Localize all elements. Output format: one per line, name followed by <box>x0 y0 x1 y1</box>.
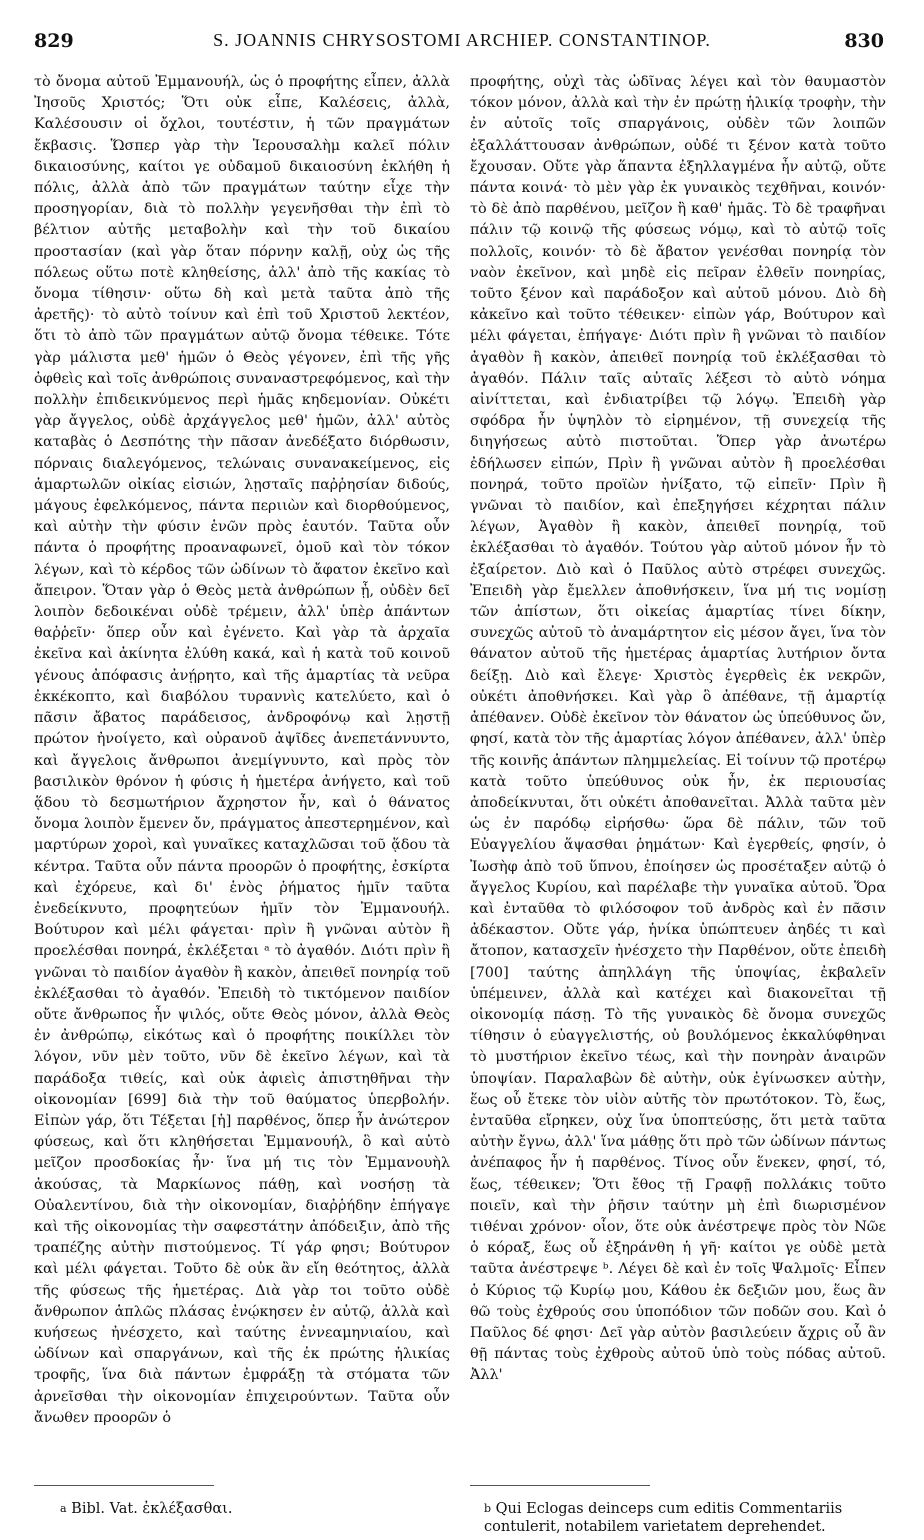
footnote-right <box>484 1500 884 1536</box>
left-column <box>34 72 450 1429</box>
footnote-text-a: Bibl. Vat. ἐκλέξασθαι. <box>71 1501 233 1517</box>
page-number-left: 829 <box>34 30 74 52</box>
page-header <box>0 30 924 60</box>
footnote-mark-a: a <box>60 1502 67 1515</box>
page-number-right: 830 <box>844 30 884 52</box>
footnote-left <box>60 1500 440 1518</box>
footnote-rule-right <box>470 1485 650 1486</box>
footnote-rule-left <box>34 1485 214 1486</box>
footnote-text-b: Qui Eclogas deinceps cum editis Commentariis contulerit, notabilem varietatem deprehendet. <box>484 1501 843 1535</box>
running-title: S. JOANNIS CHRYSOSTOMI ARCHIEP. CONSTANTINOP. <box>213 30 711 50</box>
left-column-text: τὸ ὄνομα αὐτοῦ Ἐμμανουήλ, ὡς ὁ προφήτης εἶπεν, ἀλλὰ Ἰησοῦς Χριστός; Ὅτι οὐκ εἶπε, Καλέσεις, ἀλλὰ, Καλέσουσιν οἱ ὄχλοι, τουτέστιν, ἡ τῶν πραγμάτων ἔκβασις. Ὥσπερ γὰρ τὴν Ἱερουσαλὴμ καλεῖ πόλιν δικαιοσύνης, καίτοι γε οὐδαμοῦ δικαιοσύνη ἐκλήθη ἡ πόλις, ἀλλὰ ἀπὸ τῶν πραγμάτων ταύτην εἶχε τὴν προσηγορίαν, διὰ τὸ πολλὴν γεγενῆσθαι τὴν ἐπὶ τὸ βέλτιον αὐτῆς μεταβολὴν καὶ τὴν τοῦ δικαίου προστασίαν (καὶ γὰρ ὅταν πόρνην καλῇ, οὐχ ὡς τῆς πόλεως οὕτω ποτὲ κληθείσης, ἀλλ' ἀπὸ τῆς κακίας τὸ ὄνομα τίθησιν· οὕτω δὴ καὶ μετὰ ταῦτα ἀπὸ τῆς ἀρετῆς)· τὸ αὐτὸ τοίνυν καὶ ἐπὶ τοῦ Χριστοῦ λεκτέον, ὅτι τὸ ἀπὸ τῶν πραγμάτων αὐτῷ ὄνομα τέθεικε. Τότε γὰρ μάλιστα μεθ' ἡμῶν ὁ Θεὸς γέγονεν, ἐπὶ τῆς γῆς ὀφθεὶς καὶ τοῖς ἀνθρώποις συναναστρεφόμενος, καὶ τὴν πολλὴν ἐπιδεικνύμενος περὶ ἡμᾶς κηδεμονίαν. Οὐκέτι γὰρ ἄγγελος, οὐδὲ ἀρχάγγελος μεθ' ἡμῶν, ἀλλ' αὐτὸς καταβὰς ὁ Δεσπότης τὴν πᾶσαν ἀνεδέξατο διόρθωσιν, πόρναις διαλεγόμενος, τελώναις συνανακείμενος, εἰς ἁμαρτωλῶν οἰκίας εἰσιών, λῃσταῖς παῤῥησίαν διδούς, μάγους ἐφελκόμενος, πάντα περιιὼν καὶ διορθούμενος, καὶ αὐτὴν τὴν φύσιν ἑνῶν πρὸς ἑαυτόν. Ταῦτα οὖν πάντα ὁ προφήτης προαναφωνεῖ, ὁμοῦ καὶ τὸν τόκον λέγων, καὶ τὸ κέρδος τῶν ὠδίνων τὸ ἄφατον ἐκεῖνο καὶ ἄπειρον. Ὅταν γὰρ ὁ Θεὸς μετὰ ἀνθρώπων ᾖ, οὐδὲν δεῖ λοιπὸν δεδοικέναι οὐδὲ τρέμειν, ἀλλ' ὑπὲρ ἁπάντων θαῤῥεῖν· ὅπερ οὖν καὶ ἐγένετο. Καὶ γὰρ τὰ ἀρχαῖα ἐκεῖνα καὶ ἀκίνητα ἐλύθη κακά, καὶ ἡ κατὰ τοῦ κοινοῦ γένους ἀπόφασις ἀνῄρητο, καὶ τῆς ἁμαρτίας τὰ νεῦρα ἐκκέκοπτο, καὶ διαβόλου τυραννὶς κατελύετο, καὶ ὁ πᾶσιν ἄβατος παράδεισος, ἀνδροφόνῳ καὶ λῃστῇ πρώτον ἠνοίγετο, καὶ οὐρανοῦ ἀψῖδες ἀνεπετάννυντο, καὶ ἄγγελοις ἄνθρωποι ἀνεμίγνυντο, καὶ πρὸς τὸν βασιλικὸν θρόνον ἡ φύσις ἡ ἡμετέρα ἀνήγετο, καὶ τοῦ ᾅδου τὸ δεσμωτήριον ἄχρηστον ἦν, καὶ ὁ θάνατος ὄνομα λοιπὸν ἔμενεν ὄν, πράγματος ἀπεστερημένον, καὶ μαρτύρων χοροὶ, καὶ γυναῖκες καταχλῶσαι τοῦ ᾅδου τὰ κέντρα. Ταῦτα οὖν πάντα προορῶν ὁ προφήτης, ἐσκίρτα καὶ ἐχόρευε, καὶ δι' ἑνὸς ῥήματος ἡμῖν ταῦτα ἐνεδείκνυτο, προφητεύων ἡμῖν τὸν Ἐμμανουήλ. Βούτυρον καὶ μέλι φάγεται· πρὶν ἢ γνῶναι αὐτὸν ἢ προελέσθαι πονηρά, ἐκλέξεται ᵃ τὸ ἀγαθόν. Διότι πρὶν ἢ γνῶναι τὸ παιδίον ἀγαθὸν ἢ κακὸν, ἀπειθεῖ πονηρίᾳ τοῦ ἐκλέξασθαι τὸ ἀγαθόν. Ἐπειδὴ τὸ τικτόμενον παιδίον οὔτε ἄνθρωπος ἦν ψιλός, οὔτε Θεὸς μόνον, ἀλλὰ Θεὸς ἐν ἀνθρώπῳ, εἰκότως καὶ ὁ προφήτης ποικίλλει τὸν λόγον, νῦν μὲν τοῦτο, νῦν δὲ ἐκεῖνο λέγων, καὶ τὰ παράδοξα τιθείς, καὶ οὐκ ἀφιεὶς ἀπιστηθῆναι τὴν οἰκονομίαν [699] διὰ τὴν τοῦ θαύματος ὑπερβολήν. Εἰπὼν γάρ, ὅτι Τέξεται [ἡ] παρθένος, ὅπερ ἦν ἀνώτερον φύσεως, καὶ ὅτι κληθήσεται Ἐμμανουήλ, ὃ καὶ αὐτὸ μεῖζον προσδοκίας ἦν· ἵνα μή τις τὸν Ἐμμανουὴλ ἀκούσας, τὰ Μαρκίωνος πάθῃ, καὶ νοσήσῃ τὰ Οὐαλεντίνου, διὰ τὴν οἰκονομίαν, διαῤῥήδην ἐπήγαγε καὶ τῆς οἰκονομίας τὴν σαφεστάτην ἀπόδειξιν, ἀπὸ τῆς τραπέζης αὐτὴν πιστούμενος. Τί γάρ φησι; Βούτυρον καὶ μέλι φάγεται. Τοῦτο δὲ οὐκ ἂν εἴη θεότητος, ἀλλὰ τῆς φύσεως τῆς ἡμετέρας. Διὰ γὰρ τοι τοῦτο οὐδὲ ἄνθρωπον ἁπλῶς πλάσας ἐνῴκησεν ἐν αὐτῷ, ἀλλὰ καὶ κυήσεως ἠνέσχετο, καὶ ταύτης ἐννεαμηνιαίου, καὶ ὠδίνων καὶ σπαργάνων, καὶ τῆς ἐκ πρώτης ἡλικίας τροφῆς, ἵνα διὰ πάντων ἐμφράξῃ τὰ στόματα τῶν ἀρνεῖσθαι τὴν οἰκονομίαν ἐπιχειρούντων. Ταῦτα οὖν ἄνωθεν προορῶν ὁ <box>34 74 450 1426</box>
right-column-text: προφήτης, οὐχὶ τὰς ὠδῖνας λέγει καὶ τὸν θαυμαστὸν τόκον μόνον, ἀλλὰ καὶ τὴν ἐν πρώτῃ ἡλικίᾳ τροφὴν, τὴν ἐν αὐτοῖς τοῖς σπαργάνοις, οὐδὲν τῶν λοιπῶν ἐξαλλάττουσαν ἀνθρώπων, οὐδέ τι ξένον κατὰ τοῦτο ἔχουσαν. Οὔτε γὰρ ἅπαντα ἐξηλλαγμένα ἦν αὐτῷ, οὔτε πάντα κοινά· τὸ μὲν γὰρ ἐκ γυναικὸς τεχθῆναι, κοινόν· τὸ δὲ ἀπὸ παρθένου, μεῖζον ἢ καθ' ἡμᾶς. Τὸ δὲ τραφῆναι πάλιν τῷ κοινῷ τῆς φύσεως νόμῳ, καὶ τὸ αὐτῷ τοῖς πολλοῖς, κοινόν· τὸ δὲ ἄβατον γενέσθαι πονηρίᾳ τὸν ναὸν ἐκεῖνον, καὶ μηδὲ εἰς πεῖραν ἐλθεῖν πονηρίας, τοῦτο ξένον καὶ παράδοξον καὶ αὐτοῦ μόνου. Διὸ δὴ κἀκεῖνο καὶ τοῦτο τέθεικεν· εἰπὼν γάρ, Βούτυρον καὶ μέλι φάγεται, ἐπήγαγε· Διότι πρὶν ἢ γνῶναι τὸ παιδίον ἀγαθὸν ἢ κακὸν, ἀπειθεῖ πονηρίᾳ τοῦ ἐκλέξασθαι τὸ ἀγαθόν. Πάλιν ταῖς αὐταῖς λέξεσι τὸ αὐτὸ νόημα αἰνίττεται, καὶ ἐνδιατρίβει τῷ λόγῳ. Ἐπειδὴ γὰρ σφόδρα ἦν ὑψηλὸν τὸ εἰρημένον, τῇ συνεχείᾳ τῆς διηγήσεως αὐτὸ πιστοῦται. Ὅπερ γὰρ ἀνωτέρω ἐδήλωσεν εἰπών, Πρὶν ἢ γνῶναι αὐτὸν ἢ προελέσθαι πονηρά, τοῦτο προϊὼν ἠνίξατο, τῷ εἰπεῖν· Πρὶν ἢ γνῶναι τὸ παιδίον, καὶ ἐπεξηγήσει κέχρηται πάλιν λέγων, Ἀγαθὸν ἢ κακὸν, ἀπειθεῖ πονηρίᾳ, τοῦ ἐκλέξασθαι τὸ ἀγαθόν. Τούτου γὰρ αὐτοῦ μόνον ἦν τὸ ἐξαίρετον. Διὸ καὶ ὁ Παῦλος αὐτὸ στρέφει συνεχῶς. Ἐπειδὴ γὰρ ἔμελλεν ἀποθνήσκειν, ἵνα μή τις νομίσῃ τῶν ἀπίστων, ὅτι οἰκείας ἁμαρτίας τίνει δίκην, συνεχῶς αὐτοῦ τὸ ἀναμάρτητον εἰς μέσον ἄγει, ἵνα τὸν θάνατον αὐτοῦ τῆς ἡμετέρας ἁμαρτίας λυτήριον ὄντα δείξῃ. Διὸ καὶ ἔλεγε· Χριστὸς ἐγερθεὶς ἐκ νεκρῶν, οὐκέτι ἀποθνήσκει. Καὶ γὰρ ὃ ἀπέθανε, τῇ ἁμαρτίᾳ ἀπέθανεν. Οὐδὲ ἐκεῖνον τὸν θάνατον ὡς ὑπεύθυνος ὤν, φησί, κατὰ τὸν τῆς ἁμαρτίας λόγον ἀπέθανεν, ἀλλ' ὑπὲρ τῆς κοινῆς ἁπάντων πλημμελείας. Εἰ τοίνυν τῷ προτέρῳ κατὰ τοῦτο ὑπεύθυνος οὐκ ἦν, ἐκ περιουσίας ἀποδείκνυται, ὅτι οὐκέτι ἀποθανεῖται. Ἀλλὰ ταῦτα μὲν ὡς ἐν παρόδῳ εἰρήσθω· ὥρα δὲ πάλιν, τῶν τοῦ Εὐαγγελίου ἅψασθαι ῥημάτων· Καὶ ἐγερθείς, φησίν, ὁ Ἰωσὴφ ἀπὸ τοῦ ὕπνου, ἐποίησεν ὡς προσέταξεν αὐτῷ ὁ ἄγγελος Κυρίου, καὶ παρέλαβε τὴν γυναῖκα αὐτοῦ. Ὅρα καὶ ἐνταῦθα τὸ φιλόσοφον τοῦ ἀνδρὸς καὶ ἐν πᾶσιν ἀδέκαστον. Οὔτε γάρ, ἡνίκα ὑπώπτευεν ἀηδές τι καὶ ἄτοπον, κατασχεῖν ἠνέσχετο τὴν Παρθένον, οὔτε ἐπειδὴ [700] ταύτης ἀπηλλάγη τῆς ὑποψίας, ἐκβαλεῖν ὑπέμεινεν, ἀλλὰ καὶ κατέχει καὶ διακονεῖται τῇ οἰκονομίᾳ πάσῃ. Τὸ τῆς γυναικὸς δὲ ὄνομα συνεχῶς τίθησιν ὁ εὐαγγελιστής, οὐ βουλόμενος ἐκκαλύφθηναι τὸ μυστήριον ἐκεῖνο τέως, καὶ τὴν πονηρὰν ἀναιρῶν ὑποψίαν. Παραλαβὼν δὲ αὐτὴν, οὐκ ἐγίνωσκεν αὐτὴν, ἕως οὗ ἔτεκε τὸν υἱὸν αὐτῆς τὸν πρωτότοκον. Τὸ, ἕως, ἐνταῦθα εἴρηκεν, οὐχ ἵνα ὑποπτεύσῃς, ὅτι μετὰ ταῦτα αὐτὴν ἔγνω, ἀλλ' ἵνα μάθῃς ὅτι πρὸ τῶν ὠδίνων πάντως ἀνέπαφος ἦν ἡ παρθένος. Τίνος οὖν ἕνεκεν, φησί, τό, ἕως, τέθεικεν; Ὅτι ἔθος τῇ Γραφῇ πολλάκις τοῦτο ποιεῖν, καὶ τὴν ῥῆσιν ταύτην μὴ ἐπὶ διωρισμένον τιθέναι χρόνον· οἷον, ὅτε οὐκ ἀνέστρεψε πρὸς τὸν Νῶε ὁ κόραξ, ἕως οὗ ἐξηράνθη ἡ γῆ· καίτοι γε οὐδὲ μετὰ ταῦτα ἀνέστρεψε ᵇ. Λέγει δὲ καὶ ἐν τοῖς Ψαλμοῖς· Εἶπεν ὁ Κύριος τῷ Κυρίῳ μου, Κάθου ἐκ δεξιῶν μου, ἕως ἂν θῶ τοὺς ἐχθρούς σου ὑποπόδιον τῶν ποδῶν σου. Καὶ ὁ Παῦλος δέ φησι· Δεῖ γὰρ αὐτὸν βασιλεύειν ἄχρις οὗ ἂν θῇ πάντας τοὺς ἐχθροὺς αὐτοῦ ὑπὸ τοὺς πόδας αὐτοῦ. Ἀλλ' <box>470 74 886 1384</box>
right-column <box>470 72 886 1387</box>
footnote-mark-b: b <box>484 1502 492 1515</box>
